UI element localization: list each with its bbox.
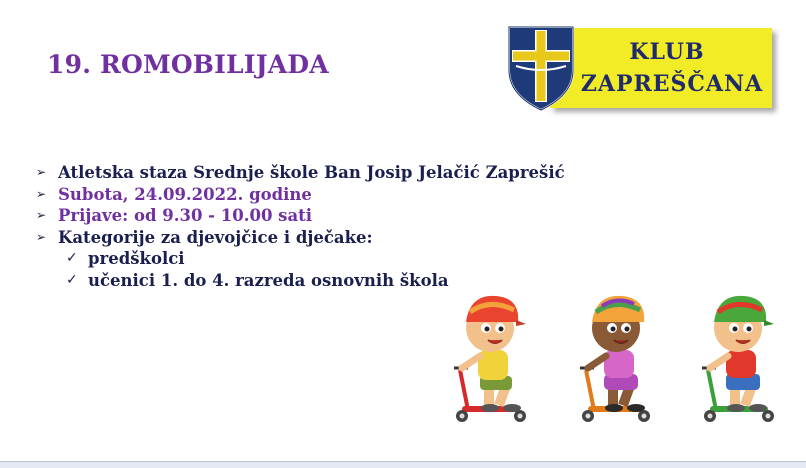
list-item [36,205,565,227]
sub-list-item-text: učenici 1. do 4. razreda osnovnih škola [88,270,449,290]
kid-middle [580,296,650,422]
checkmark-icon: ✓ [66,271,78,288]
logo-line-1: KLUB [629,39,705,65]
info-list [36,162,565,291]
kid-right [702,296,774,422]
arrow-bullet-icon: ➢ [36,208,47,222]
list-item-text: Atletska staza Srednje škole Ban Josip Jelačić Zaprešić [58,163,565,182]
page-title: 19. ROMOBILIJADA [47,50,329,79]
kid-left [454,296,526,422]
sub-list-item-text: predškolci [88,249,185,268]
checkmark-icon: ✓ [66,250,78,266]
arrow-bullet-icon: ➢ [36,186,47,201]
list-item-text: Prijave: od 9.30 - 10.00 sati [58,206,313,225]
club-logo [506,24,776,114]
arrow-bullet-icon: ➢ [36,229,47,244]
logo-line-2: ZAPREŠČANA [580,71,764,97]
arrow-bullet-icon: ➢ [36,165,47,179]
cross-shield-icon [506,24,576,112]
list-item [36,162,565,184]
children-on-scooters-illustration [440,282,780,430]
list-item-text: Subota, 24.09.2022. godine [58,184,312,204]
sub-list-item [66,248,565,270]
list-item-text: Kategorije za djevojčice i dječake: [58,227,373,247]
logo-text [550,36,772,100]
list-item [36,227,565,249]
logo-banner [550,28,772,108]
list-item [36,184,565,206]
